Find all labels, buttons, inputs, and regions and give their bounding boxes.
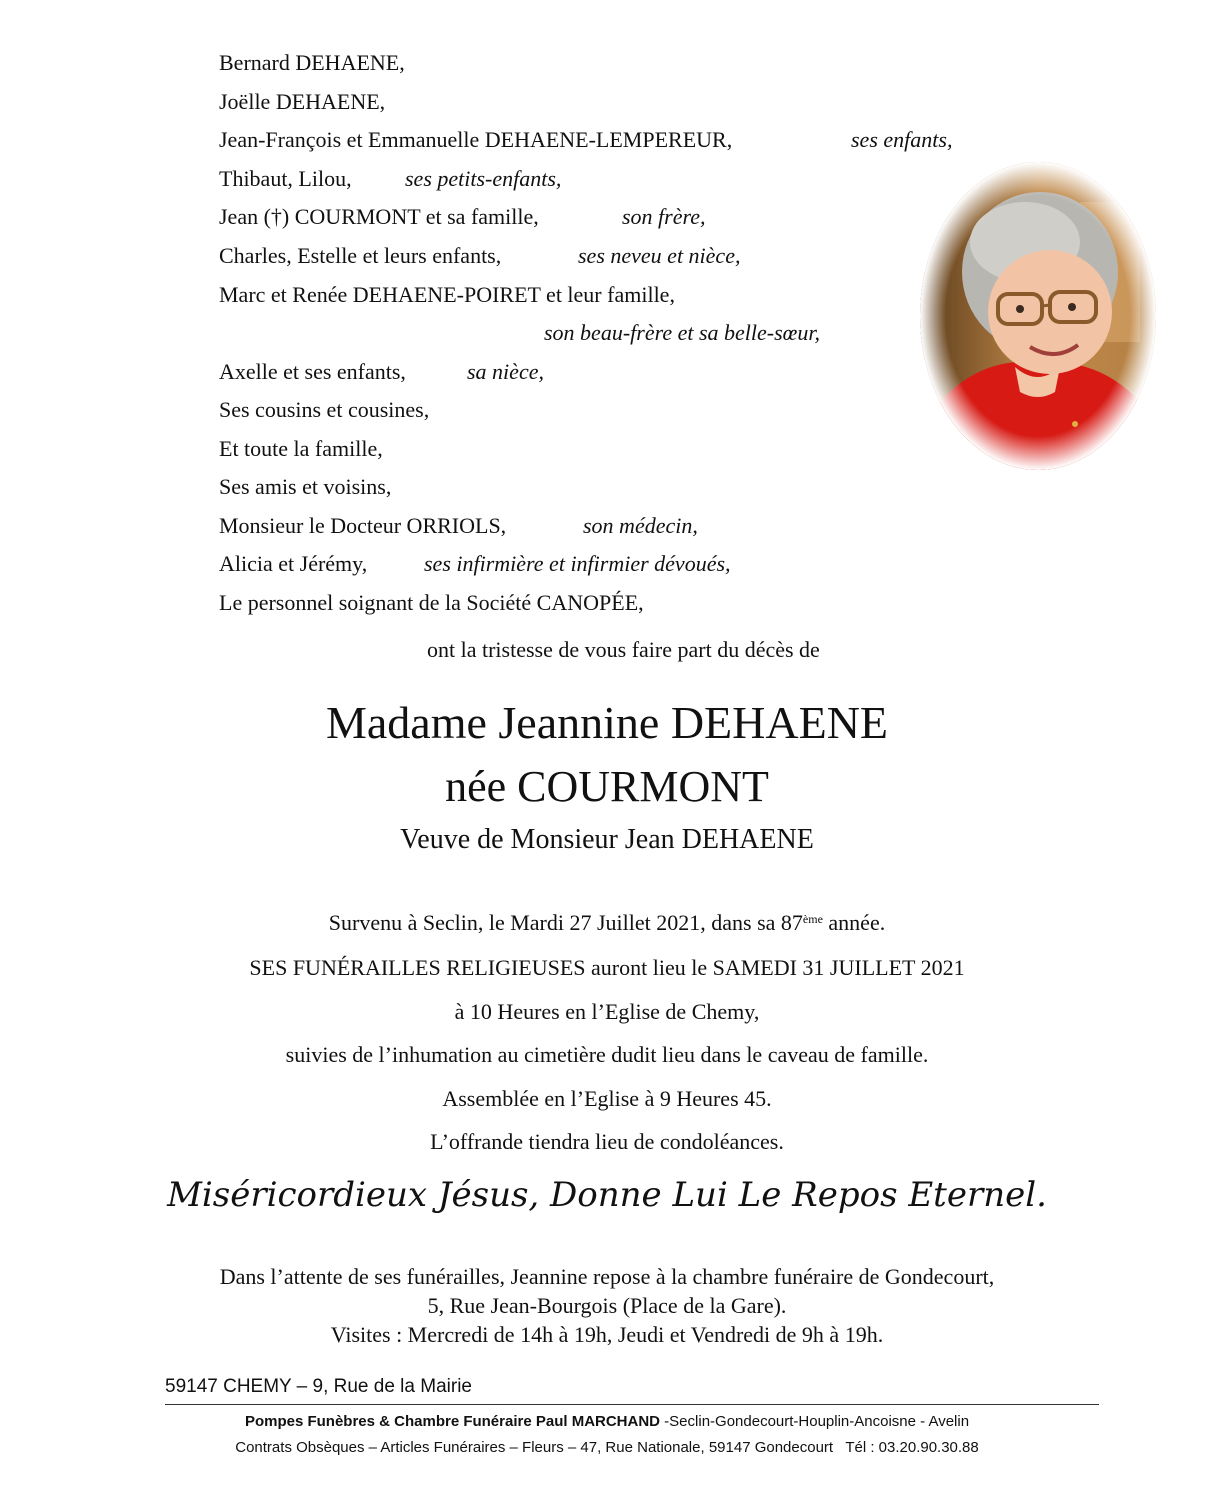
maiden-name: née COURMONT [445,762,769,811]
visitation-line-2: 5, Rue Jean-Bourgois (Place de la Gare). [427,1293,787,1318]
address-line: 59147 CHEMY – 9, Rue de la Mairie [165,1376,472,1397]
prayer-text: Miséricordieux Jésus, Donne Lui Le Repos Eternel. [167,1175,1047,1215]
family-line: Le personnel soignant de la Société CANOPÉE, [219,590,644,615]
footer-company: Pompes Funèbres & Chambre Funéraire Paul MARCHAND -Seclin-Gondecourt-Houplin-Ancoisne - Avelin [244,1413,970,1430]
visitation-line-3: Visites : Mercredi de 14h à 19h, Jeudi et Vendredi de 9h à 19h. [330,1322,884,1347]
family-line: Thibaut, Lilou, ses petits-enfants, [219,166,562,191]
relation-label: ses neveu et nièce, [578,243,741,268]
family-line: Bernard DEHAENE, [219,50,405,75]
footer-divider [165,1404,1099,1405]
offering-line: L’offrande tiendra lieu de condoléances. [430,1129,784,1154]
family-line: Monsieur le Docteur ORRIOLS, son médecin, [219,513,698,538]
deceased-name: Madame Jeannine DEHAENE [325,697,889,748]
family-line: Et toute la famille, [219,436,383,461]
family-line: Jean (†) COURMONT et sa famille, son frère, [219,204,706,229]
relation-label: son beau-frère et sa belle-sœur, [544,320,820,345]
burial-line: suivies de l’inhumation au cimetière dudit lieu dans le caveau de famille. [285,1042,929,1067]
family-line: Ses amis et voisins, [219,474,392,499]
assembly-line: Assemblée en l’Eglise à 9 Heures 45. [442,1086,772,1111]
funeral-line: SES FUNÉRAILLES RELIGIEUSES auront lieu le SAMEDI 31 JUILLET 2021 [249,955,965,980]
family-line: Jean-François et Emmanuelle DEHAENE-LEMPEREUR, ses enfants, [219,127,953,152]
relation-label: sa nièce, [467,359,544,384]
family-line: Alicia et Jérémy, ses infirmière et infirmier dévoués, [219,551,731,576]
family-line: Ses cousins et cousines, [219,397,430,422]
family-line: Marc et Renée DEHAENE-POIRET et leur famille, [219,282,675,307]
relation-label: ses petits-enfants, [405,166,562,191]
relation-label: ses infirmière et infirmier dévoués, [424,551,731,576]
visitation-line-1: Dans l’attente de ses funérailles, Jeannine repose à la chambre funéraire de Gondecourt, [219,1264,995,1289]
announcement-text: ont la tristesse de vous faire part du décès de [427,637,820,662]
footer-contact: Contrats Obsèques – Articles Funéraires – Fleurs – 47, Rue Nationale, 59147 Gondecourt Tél : 03.20.90.30.88 [235,1439,979,1456]
relation-label: ses enfants, [851,127,953,152]
family-line: Joëlle DEHAENE, [219,89,386,114]
death-details: Survenu à Seclin, le Mardi 27 Juillet 2021, dans sa 87ème année. [328,910,886,935]
portrait-photo [920,162,1156,470]
widow-line: Veuve de Monsieur Jean DEHAENE [400,824,814,855]
relation-label: son médecin, [583,513,698,538]
time-place-line: à 10 Heures en l’Eglise de Chemy, [454,999,760,1024]
relation-label: son frère, [622,204,706,229]
family-line: Axelle et ses enfants, sa nièce, [219,359,544,384]
portrait-illustration [920,162,1156,470]
family-line: Charles, Estelle et leurs enfants, ses neveu et nièce, [219,243,741,268]
